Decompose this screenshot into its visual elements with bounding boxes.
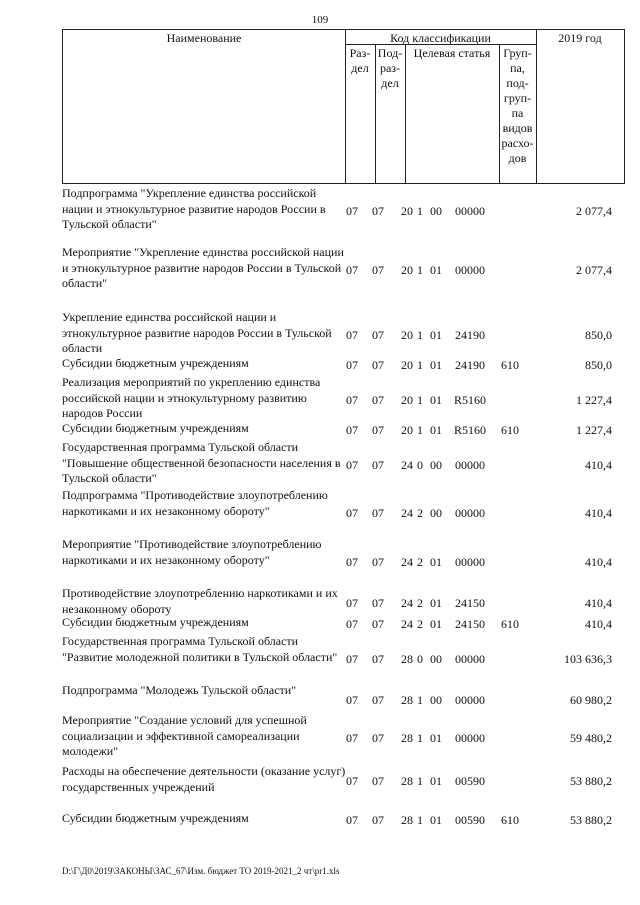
cell-program: 24 — [401, 506, 413, 520]
cell-direction: 00000 — [455, 506, 485, 520]
cell-section: 07 — [346, 423, 358, 437]
cell-direction: 24150 — [455, 596, 485, 610]
cell-event: 01 — [430, 731, 442, 745]
cell-amount: 103 636,3 — [564, 652, 612, 666]
cell-section: 07 — [346, 617, 358, 631]
row-name: Субсидии бюджетным учреждениям — [62, 356, 249, 370]
row-name: Укрепление единства российской нации и этнокультурное развитие народов России в Тульской области — [62, 310, 332, 355]
header-section: Раз- дел — [349, 46, 371, 75]
cell-program: 28 — [401, 731, 413, 745]
file-path-footer: D:\Г\Д0\2019\ЗАКОНЫ\ЗАС_67\Изм. бюджет ТО 2019-2021_2 чт\pr1.xls — [62, 866, 340, 876]
cell-subprogram: 2 — [417, 506, 423, 520]
cell-event: 01 — [430, 328, 442, 342]
cell-direction: 24190 — [455, 328, 485, 342]
cell-subprogram: 0 — [417, 652, 423, 666]
row-name: Подпрограмма "Укрепление единства российской нации и этнокультурное развитие народов России в Тульской области" — [62, 186, 326, 231]
cell-section: 07 — [346, 393, 358, 407]
cell-section: 07 — [346, 204, 358, 218]
cell-amount: 53 880,2 — [570, 813, 612, 827]
cell-subsection: 07 — [372, 358, 384, 372]
cell-subprogram: 1 — [417, 358, 423, 372]
cell-direction: 00000 — [455, 652, 485, 666]
cell-amount: 410,4 — [585, 596, 612, 610]
cell-program: 20 — [401, 393, 413, 407]
cell-expense-type: 610 — [501, 617, 519, 631]
cell-subprogram: 1 — [417, 393, 423, 407]
cell-direction: 00000 — [455, 731, 485, 745]
cell-amount: 410,4 — [585, 617, 612, 631]
row-name: Субсидии бюджетным учреждениям — [62, 421, 249, 435]
cell-program: 28 — [401, 813, 413, 827]
cell-expense-type: 610 — [501, 358, 519, 372]
cell-subsection: 07 — [372, 617, 384, 631]
cell-section: 07 — [346, 813, 358, 827]
cell-direction: 00000 — [455, 555, 485, 569]
header-divider — [405, 44, 406, 183]
cell-subprogram: 0 — [417, 458, 423, 472]
cell-direction: 00000 — [455, 263, 485, 277]
cell-direction: 00000 — [455, 204, 485, 218]
cell-subsection: 07 — [372, 652, 384, 666]
row-name: Мероприятие "Укрепление единства российской нации и этнокультурное развитие народов России в Тульской области" — [62, 245, 344, 290]
cell-subsection: 07 — [372, 813, 384, 827]
cell-program: 20 — [401, 358, 413, 372]
header-name: Наименование — [166, 31, 242, 45]
cell-subsection: 07 — [372, 204, 384, 218]
cell-event: 01 — [430, 555, 442, 569]
cell-subsection: 07 — [372, 393, 384, 407]
cell-section: 07 — [346, 693, 358, 707]
cell-program: 28 — [401, 652, 413, 666]
cell-event: 01 — [430, 393, 442, 407]
cell-program: 24 — [401, 458, 413, 472]
cell-amount: 53 880,2 — [570, 774, 612, 788]
cell-expense-type: 610 — [501, 423, 519, 437]
header-divider — [536, 30, 537, 183]
cell-amount: 2 077,4 — [576, 263, 612, 277]
cell-event: 00 — [430, 693, 442, 707]
page-number: 109 — [311, 14, 329, 26]
cell-subprogram: 2 — [417, 617, 423, 631]
row-name: Противодействие злоупотреблению наркотиками и их незаконному обороту — [62, 586, 338, 616]
cell-amount: 850,0 — [585, 358, 612, 372]
cell-subprogram: 1 — [417, 731, 423, 745]
cell-expense-type: 610 — [501, 813, 519, 827]
cell-section: 07 — [346, 506, 358, 520]
cell-event: 01 — [430, 617, 442, 631]
row-name: Субсидии бюджетным учреждениям — [62, 811, 249, 825]
cell-program: 20 — [401, 204, 413, 218]
row-name: Расходы на обеспечение деятельности (оказание услуг) государственных учреждений — [62, 764, 346, 794]
cell-subsection: 07 — [372, 458, 384, 472]
cell-amount: 1 227,4 — [576, 423, 612, 437]
cell-event: 01 — [430, 774, 442, 788]
cell-amount: 410,4 — [585, 506, 612, 520]
cell-event: 00 — [430, 652, 442, 666]
header-classification: Код классификации — [390, 31, 491, 45]
cell-direction: 00000 — [455, 458, 485, 472]
row-name: Мероприятие "Противодействие злоупотреблению наркотиками и их незаконному обороту" — [62, 537, 322, 567]
cell-event: 01 — [430, 596, 442, 610]
row-name: Субсидии бюджетным учреждениям — [62, 615, 249, 629]
header-year: 2019 год — [558, 31, 602, 45]
cell-subsection: 07 — [372, 263, 384, 277]
cell-section: 07 — [346, 555, 358, 569]
cell-subsection: 07 — [372, 328, 384, 342]
cell-event: 00 — [430, 506, 442, 520]
cell-event: 00 — [430, 458, 442, 472]
cell-program: 24 — [401, 596, 413, 610]
cell-subsection: 07 — [372, 555, 384, 569]
cell-section: 07 — [346, 328, 358, 342]
cell-section: 07 — [346, 358, 358, 372]
cell-section: 07 — [346, 652, 358, 666]
cell-direction: 24190 — [455, 358, 485, 372]
cell-amount: 2 077,4 — [576, 204, 612, 218]
cell-amount: 410,4 — [585, 555, 612, 569]
cell-event: 01 — [430, 813, 442, 827]
cell-section: 07 — [346, 774, 358, 788]
cell-program: 20 — [401, 328, 413, 342]
cell-program: 24 — [401, 617, 413, 631]
cell-subsection: 07 — [372, 506, 384, 520]
cell-subprogram: 2 — [417, 596, 423, 610]
row-name: Государственная программа Тульской области "Развитие молодежной политики в Тульской области" — [62, 634, 338, 664]
cell-section: 07 — [346, 731, 358, 745]
cell-program: 20 — [401, 263, 413, 277]
cell-amount: 410,4 — [585, 458, 612, 472]
cell-direction: 24150 — [455, 617, 485, 631]
cell-event: 01 — [430, 358, 442, 372]
cell-event: 01 — [430, 263, 442, 277]
cell-subprogram: 1 — [417, 423, 423, 437]
cell-subsection: 07 — [372, 774, 384, 788]
cell-subprogram: 1 — [417, 774, 423, 788]
cell-subsection: 07 — [372, 423, 384, 437]
cell-direction: 00000 — [455, 693, 485, 707]
header-expense-group: Груп- па, под- груп- па видов расхо- дов — [501, 46, 534, 165]
cell-program: 28 — [401, 774, 413, 788]
cell-direction: 00590 — [455, 774, 485, 788]
cell-direction: R5160 — [453, 423, 486, 437]
cell-subprogram: 1 — [417, 328, 423, 342]
cell-event: 00 — [430, 204, 442, 218]
cell-subprogram: 1 — [417, 263, 423, 277]
cell-amount: 850,0 — [585, 328, 612, 342]
cell-amount: 60 980,2 — [570, 693, 612, 707]
cell-subsection: 07 — [372, 693, 384, 707]
row-name: Реализация мероприятий по укреплению единства российской нации и этнокультурному развитию народов России — [62, 375, 321, 420]
cell-subprogram: 1 — [417, 204, 423, 218]
cell-section: 07 — [346, 596, 358, 610]
cell-subprogram: 1 — [417, 813, 423, 827]
cell-subsection: 07 — [372, 731, 384, 745]
cell-section: 07 — [346, 458, 358, 472]
cell-subsection: 07 — [372, 596, 384, 610]
cell-event: 01 — [430, 423, 442, 437]
cell-subprogram: 2 — [417, 555, 423, 569]
cell-program: 20 — [401, 423, 413, 437]
cell-subprogram: 1 — [417, 693, 423, 707]
cell-amount: 1 227,4 — [576, 393, 612, 407]
table-header — [62, 29, 625, 184]
cell-section: 07 — [346, 263, 358, 277]
row-name: Государственная программа Тульской области "Повышение общественной безопасности населения в Тульской области" — [62, 440, 341, 485]
row-name: Подпрограмма "Молодежь Тульской области" — [62, 683, 297, 697]
cell-program: 28 — [401, 693, 413, 707]
row-name: Подпрограмма "Противодействие злоупотреблению наркотиками и их незаконному обороту" — [62, 488, 328, 518]
header-target-article: Целевая статья — [413, 46, 491, 60]
cell-direction: 00590 — [455, 813, 485, 827]
header-subsection: Под- раз- дел — [377, 46, 403, 90]
cell-amount: 59 480,2 — [570, 731, 612, 745]
cell-program: 24 — [401, 555, 413, 569]
cell-direction: R5160 — [453, 393, 486, 407]
row-name: Мероприятие "Создание условий для успешной социализации и эффективной самореализации молодежи" — [62, 713, 307, 758]
